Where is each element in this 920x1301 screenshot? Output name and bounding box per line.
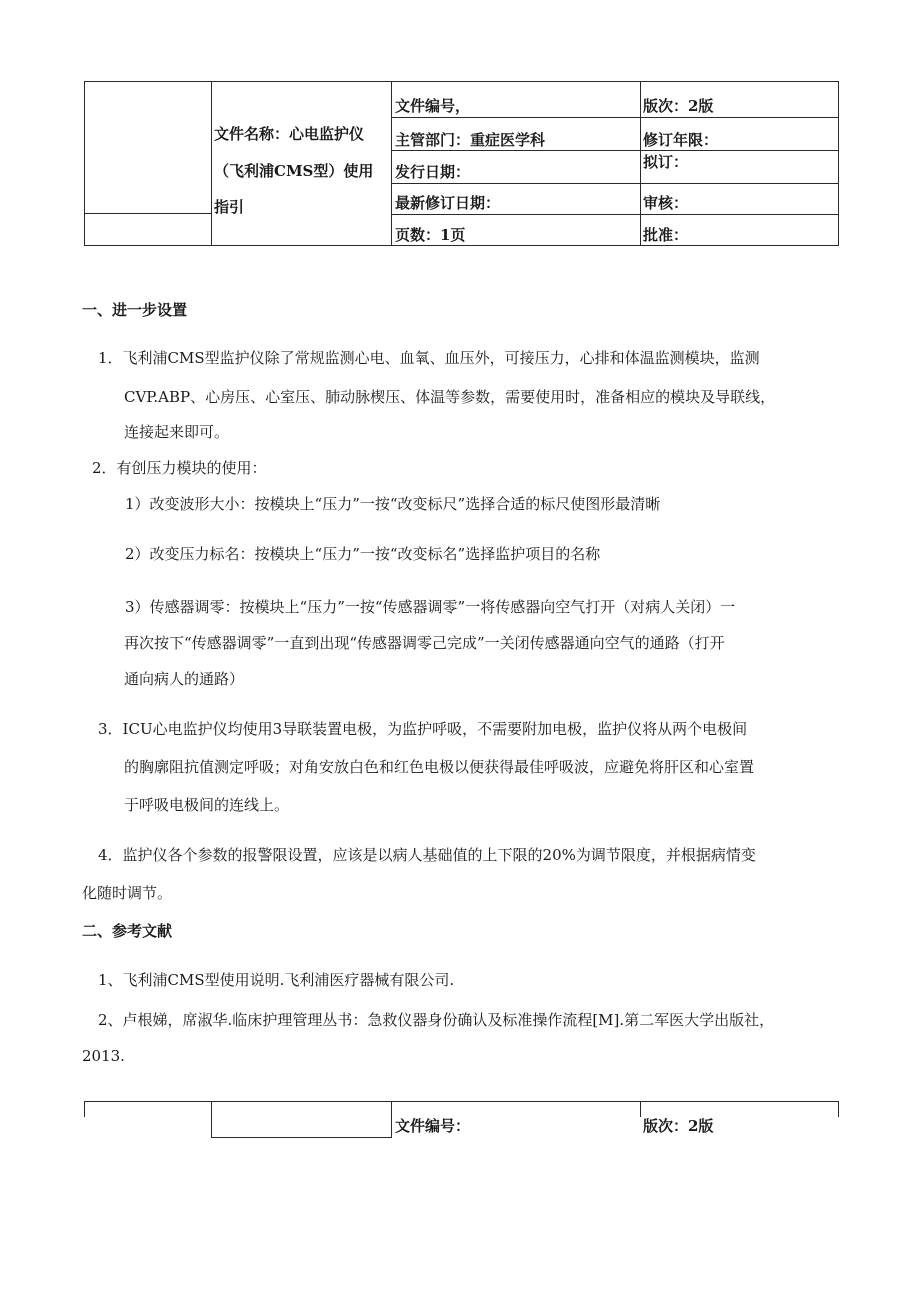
- section-heading-references: 二、参考文献: [82, 922, 173, 940]
- reference-1: 1、飞利浦CMS型使用说明.飞利浦医疗器械有限公司.: [98, 971, 455, 989]
- latest-revision-label: 最新修订日期：: [395, 194, 501, 212]
- paragraph-item-1: CVP.ABP、心房压、心室压、肺动脉楔压、体温等参数，需要使用时，准备相应的模块及导联线，: [124, 388, 776, 406]
- table-border: [392, 183, 839, 184]
- paragraph-item-3: 3．ICU心电监护仪均使用3导联装置电极，为监护呼吸，不需要附加电极，监护仪将从两个电极间: [98, 720, 748, 738]
- footer-file-number-label: 文件编号：: [395, 1117, 471, 1135]
- reviewed-label: 审核：: [643, 194, 689, 212]
- department-label: 主管部门：重症医学科: [395, 131, 546, 149]
- version-label: 版次：2版: [643, 97, 714, 115]
- table-border: [838, 81, 839, 246]
- file-name-line-2: （飞利浦CMS型）使用: [214, 162, 374, 180]
- drafted-label: 拟订：: [643, 153, 689, 171]
- table-border: [84, 1101, 839, 1102]
- paragraph-item-3: 于呼吸电极间的连线上。: [124, 796, 290, 814]
- section-heading-settings: 一、进一步设置: [82, 301, 188, 319]
- table-border: [211, 1101, 212, 1138]
- sub-item-waveform: 1）改变波形大小：按模块上“压力”一按“改变标尺”选择合适的标尺使图形最清晰: [125, 495, 661, 513]
- revision-period-label: 修订年限：: [643, 131, 719, 149]
- file-number-label: 文件编号，: [395, 97, 471, 115]
- table-border: [84, 81, 839, 82]
- table-border: [640, 1101, 641, 1117]
- file-name-line-3: 指引: [214, 198, 245, 216]
- paragraph-item-2: 2．有创压力模块的使用：: [92, 459, 267, 477]
- table-border: [392, 214, 839, 215]
- table-border: [838, 1101, 839, 1117]
- paragraph-item-1: 连接起来即可。: [124, 423, 230, 441]
- reference-2: 2、卢根娣，席淑华.临床护理管理丛书：急救仪器身份确认及标准操作流程[M].第二军医大学出版社，: [98, 1011, 775, 1029]
- table-border: [211, 1137, 392, 1138]
- table-border: [84, 81, 85, 246]
- sub-item-zeroing: 通向病人的通路）: [124, 670, 245, 688]
- paragraph-item-1: 1．飞利浦CMS型监护仪除了常规监测心电、血氧、血压外，可接压力，心排和体温监测模块，监测: [98, 349, 760, 367]
- sub-item-zeroing: 再次按下“传感器调零”一直到出现“传感器调零己完成”一关闭传感器通向空气的通路（打开: [124, 634, 725, 652]
- approved-label: 批准：: [643, 226, 689, 244]
- file-name-line-1: 文件名称：心电监护仪: [214, 125, 365, 143]
- table-border: [84, 245, 839, 246]
- sub-item-zeroing: 3）传感器调零：按模块上“压力”一按“传感器调零”一将传感器向空气打开（对病人关闭）一: [125, 598, 736, 616]
- issue-date-label: 发行日期：: [395, 163, 471, 181]
- sub-item-label: 2）改变压力标名：按模块上“压力”一按“改变标名”选择监护项目的名称: [125, 545, 601, 563]
- table-border: [391, 81, 392, 246]
- paragraph-item-3: 的胸廓阻抗值测定呼吸；对角安放白色和红色电极以便获得最佳呼吸波，应避免将肝区和心室置: [124, 758, 755, 776]
- reference-2: 2013.: [82, 1047, 125, 1065]
- table-border: [392, 117, 839, 118]
- table-border: [84, 1101, 85, 1117]
- table-border: [391, 1101, 392, 1138]
- table-border: [392, 150, 839, 151]
- table-border: [211, 81, 212, 246]
- table-border: [84, 213, 212, 214]
- pages-label: 页数：1页: [395, 226, 466, 244]
- paragraph-item-4: 化随时调节。: [82, 884, 173, 902]
- footer-version-label: 版次：2版: [643, 1117, 714, 1135]
- table-border: [640, 81, 641, 246]
- paragraph-item-4: 4．监护仪各个参数的报警限设置，应该是以病人基础值的上下限的20%为调节限度，并根据病情变: [98, 846, 756, 864]
